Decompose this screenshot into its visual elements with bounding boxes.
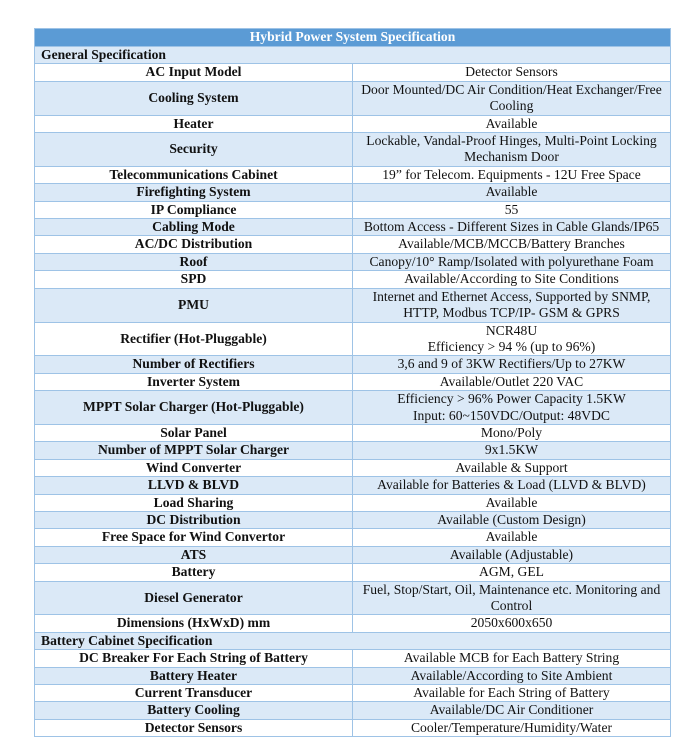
table-row (35, 494, 671, 511)
spec-label: Rectifier (Hot-Pluggable) (35, 322, 353, 356)
spec-value: Available for Each String of Battery (353, 685, 671, 702)
section-heading: General Specification (35, 47, 671, 64)
table-row (35, 356, 671, 373)
spec-value: Available for Batteries & Load (LLVD & BLVD) (353, 477, 671, 494)
table-row (35, 459, 671, 476)
spec-value: Door Mounted/DC Air Condition/Heat Exchanger/Free Cooling (353, 81, 671, 115)
section-heading: Battery Cabinet Specification (35, 632, 671, 649)
table-title: Hybrid Power System Specification (35, 29, 671, 47)
spec-value: Available (Custom Design) (353, 511, 671, 528)
spec-value: Available (353, 529, 671, 546)
spec-label: Battery Heater (35, 667, 353, 684)
spec-label: Number of MPPT Solar Charger (35, 442, 353, 459)
spec-value: Available/According to Site Ambient (353, 667, 671, 684)
table-title-row (35, 29, 671, 47)
spec-value: NCR48U Efficiency > 94 % (up to 96%) (353, 322, 671, 356)
spec-label: Cooling System (35, 81, 353, 115)
section-heading-row (35, 632, 671, 649)
spec-value: Available/DC Air Conditioner (353, 702, 671, 719)
section-heading-row (35, 47, 671, 64)
table-row (35, 702, 671, 719)
table-row (35, 477, 671, 494)
spec-label: Current Transducer (35, 685, 353, 702)
spec-label: PMU (35, 288, 353, 322)
spec-value: Efficiency > 96% Power Capacity 1.5KW Input: 60~150VDC/Output: 48VDC (353, 391, 671, 425)
spec-label: Free Space for Wind Convertor (35, 529, 353, 546)
spec-label: Firefighting System (35, 184, 353, 201)
table-row (35, 615, 671, 632)
spec-value: Canopy/10° Ramp/Isolated with polyurethane Foam (353, 253, 671, 270)
table-row (35, 64, 671, 81)
spec-label: Load Sharing (35, 494, 353, 511)
spec-label: Battery (35, 564, 353, 581)
table-row (35, 511, 671, 528)
spec-value: Mono/Poly (353, 424, 671, 441)
spec-label: AC Input Model (35, 64, 353, 81)
spec-value: AGM, GEL (353, 564, 671, 581)
table-row (35, 219, 671, 236)
table-row (35, 564, 671, 581)
table-row (35, 236, 671, 253)
spec-label: Heater (35, 115, 353, 132)
spec-value: Available/According to Site Conditions (353, 271, 671, 288)
spec-label: ATS (35, 546, 353, 563)
table-row (35, 667, 671, 684)
spec-value: Available/MCB/MCCB/Battery Branches (353, 236, 671, 253)
table-row (35, 373, 671, 390)
table-row (35, 81, 671, 115)
spec-value: 55 (353, 201, 671, 218)
spec-label: Roof (35, 253, 353, 270)
table-row (35, 253, 671, 270)
spec-value: Available (353, 494, 671, 511)
table-row (35, 322, 671, 356)
spec-value: Fuel, Stop/Start, Oil, Maintenance etc. Monitoring and Control (353, 581, 671, 615)
table-row (35, 271, 671, 288)
spec-table-body (35, 29, 671, 737)
spec-value: Lockable, Vandal-Proof Hinges, Multi-Point Locking Mechanism Door (353, 133, 671, 167)
table-row (35, 650, 671, 667)
table-row (35, 442, 671, 459)
table-row (35, 201, 671, 218)
table-row (35, 115, 671, 132)
spec-value: Available/Outlet 220 VAC (353, 373, 671, 390)
spec-value: Cooler/Temperature/Humidity/Water (353, 719, 671, 736)
spec-label: Wind Converter (35, 459, 353, 476)
table-row (35, 184, 671, 201)
table-row (35, 685, 671, 702)
spec-value: 3,6 and 9 of 3KW Rectifiers/Up to 27KW (353, 356, 671, 373)
table-row (35, 133, 671, 167)
table-row (35, 529, 671, 546)
spec-value: Available MCB for Each Battery String (353, 650, 671, 667)
spec-value: Bottom Access - Different Sizes in Cable Glands/IP65 (353, 219, 671, 236)
table-row (35, 581, 671, 615)
table-row (35, 546, 671, 563)
spec-label: DC Distribution (35, 511, 353, 528)
spec-label: Detector Sensors (35, 719, 353, 736)
spec-value: 19” for Telecom. Equipments - 12U Free Space (353, 166, 671, 183)
spec-value: Internet and Ethernet Access, Supported by SNMP, HTTP, Modbus TCP/IP- GSM & GPRS (353, 288, 671, 322)
spec-label: Telecommunications Cabinet (35, 166, 353, 183)
spec-value: 9x1.5KW (353, 442, 671, 459)
spec-value: Available (353, 184, 671, 201)
table-row (35, 719, 671, 736)
spec-label: Dimensions (HxWxD) mm (35, 615, 353, 632)
spec-label: Diesel Generator (35, 581, 353, 615)
spec-value: Available (Adjustable) (353, 546, 671, 563)
spec-value: 2050x600x650 (353, 615, 671, 632)
table-row (35, 391, 671, 425)
spec-label: Security (35, 133, 353, 167)
spec-label: Number of Rectifiers (35, 356, 353, 373)
spec-value: Available (353, 115, 671, 132)
spec-table-container (34, 28, 671, 737)
spec-table (34, 28, 671, 737)
spec-label: Cabling Mode (35, 219, 353, 236)
spec-value: Detector Sensors (353, 64, 671, 81)
spec-label: AC/DC Distribution (35, 236, 353, 253)
spec-label: DC Breaker For Each String of Battery (35, 650, 353, 667)
table-row (35, 166, 671, 183)
spec-label: MPPT Solar Charger (Hot-Pluggable) (35, 391, 353, 425)
spec-label: LLVD & BLVD (35, 477, 353, 494)
spec-value: Available & Support (353, 459, 671, 476)
spec-label: Inverter System (35, 373, 353, 390)
table-row (35, 288, 671, 322)
spec-label: Battery Cooling (35, 702, 353, 719)
spec-label: Solar Panel (35, 424, 353, 441)
table-row (35, 424, 671, 441)
spec-label: SPD (35, 271, 353, 288)
spec-label: IP Compliance (35, 201, 353, 218)
